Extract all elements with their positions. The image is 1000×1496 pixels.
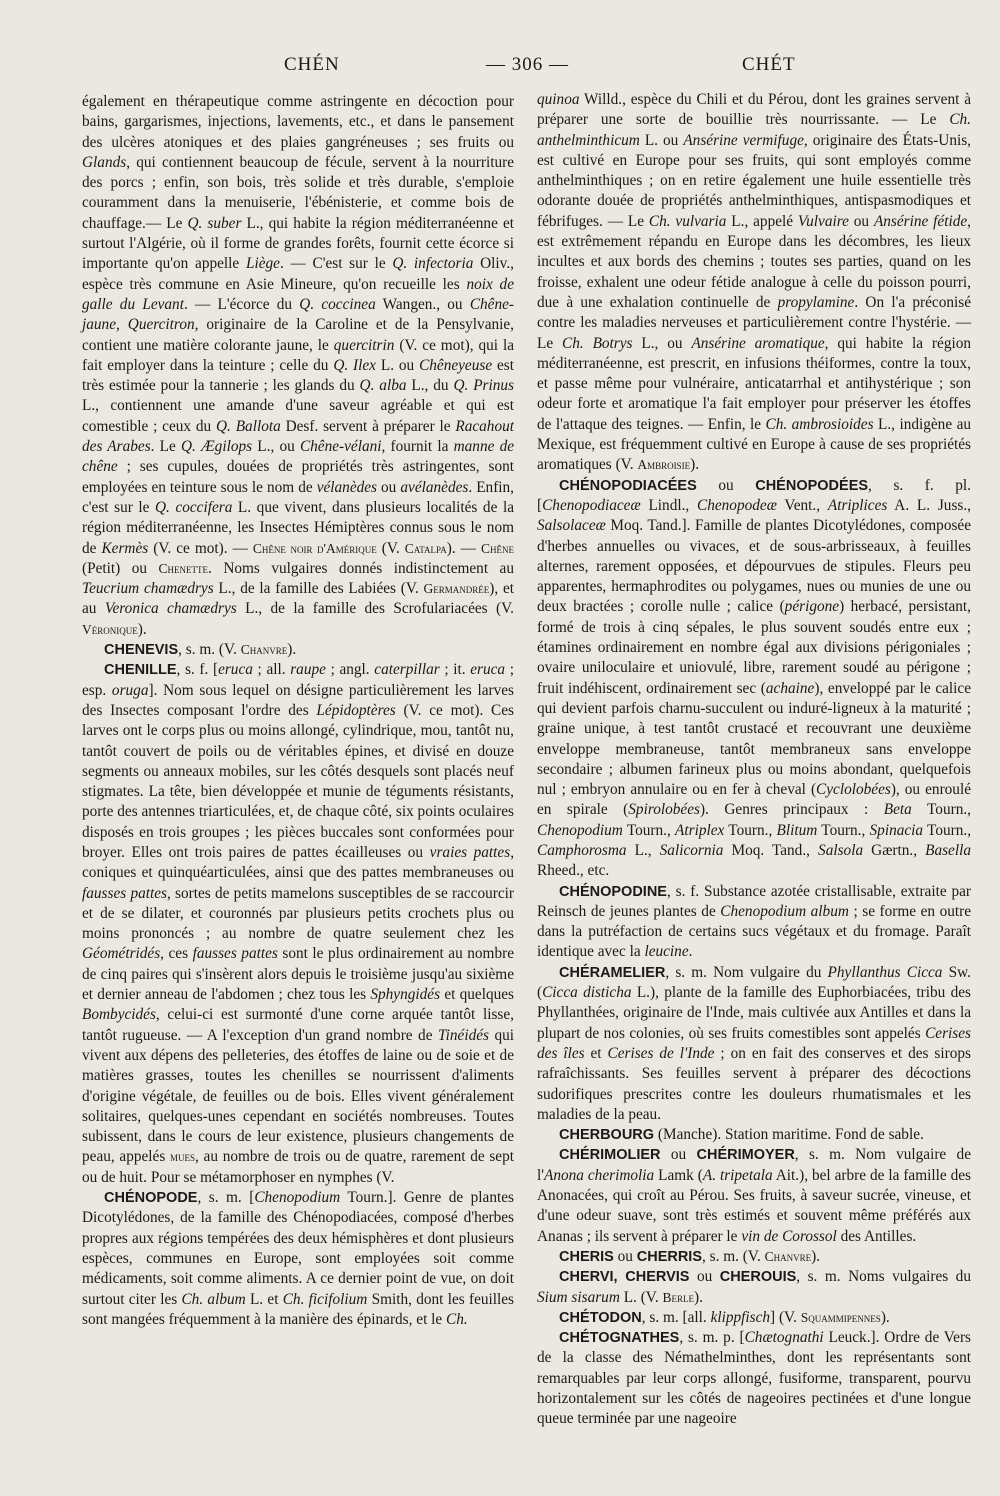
text: L. (V.	[619, 1288, 663, 1306]
italic-term: Chêneyeuse	[419, 356, 493, 374]
text: . — L'écorce du	[183, 295, 300, 313]
text: Smith, dont les feuilles sont mangées fréquemment à la manière des épinards, et le	[82, 1290, 514, 1328]
italic-term: Q. coccinea	[299, 295, 376, 313]
headword: CHÉNOPODINE	[559, 883, 667, 900]
text: Rheed., etc.	[537, 862, 610, 880]
left-column	[82, 92, 514, 1330]
italic-term: Sphyngidés	[370, 986, 441, 1004]
italic-term: Blitum	[776, 821, 818, 839]
text: L., ou	[252, 438, 300, 456]
italic-term: Bombycidés	[82, 1006, 156, 1024]
text: . On l'a préconisé contre les maladies nerveuses et particulièrement contre l'hystérie. — Le	[537, 293, 971, 352]
text: ) herbacé, persistant, formé de trois à cinq sépales, le plus souvent soudés entre eux ; étamines ordinairement en nombre égal aux divisions périgoniales ; ovaire uniloculaire et uniovulé, libre, rarement soudé au périgone ; fruit indéhiscent, ordinairement sec (	[537, 598, 971, 697]
italic-term: Ansérine vermifuge	[683, 131, 804, 149]
text: , s. m. Nom vulgaire de l'	[537, 1146, 971, 1184]
text: , est extrêmement répandu en Europe dans les décombres, les lieux incultes et aux bords des chemins ; toutes ses parties, quand on les froisse, exhalent une odeur fétide analogue à celle du poisson pourri, due à une exhalation continuelle de	[537, 212, 971, 311]
italic-term: oruga	[111, 681, 149, 699]
text: Lamk (	[654, 1166, 703, 1184]
entry-chetodon	[537, 1308, 971, 1328]
text: (Petit) ou	[82, 559, 159, 577]
italic-term: Chenopodiaceæ	[542, 496, 641, 514]
text: L. que vivent, dans plusieurs localités de la région méditerranéenne, les Insectes Hémiptères connus sous le nom de	[82, 498, 514, 557]
entry-chenopodine	[537, 882, 971, 963]
entry-cherimolier	[537, 1145, 971, 1246]
headword: CHÉTOGNATHES	[559, 1330, 680, 1347]
text: est très estimée pour la tannerie ; les glands du	[82, 356, 514, 395]
text: Sw. (	[537, 963, 971, 1002]
italic-term: Géométridés	[82, 945, 161, 963]
text: ; ses cupules, douées de propriétés très astringentes, sont employées en teinture sous le nom de	[82, 458, 514, 496]
italic-term: Cicca disticha	[542, 984, 632, 1002]
text: ).	[287, 641, 297, 659]
italic-term: propylamine	[777, 293, 855, 311]
italic-term: Chenopodium	[537, 821, 623, 839]
text: L., du	[406, 377, 454, 395]
italic-term: Q. alba	[359, 377, 407, 395]
italic-term: Q. Ilex	[333, 356, 376, 374]
italic-term: Teucrium chamædrys	[82, 580, 214, 598]
text: ). —	[446, 539, 481, 557]
text: , originaire des États-Unis, est cultivé en Europe pour ses fruits, qui sont employés comme anthelminthiques ; on en retire également une huile essentielle très odorante douée de propriétés anthelminthiques, antispasmodiques et fébrifuges. — Le	[537, 131, 971, 230]
text: Ait.), bel arbre de la famille des Anonacées, qui croît au Pérou. Ses fruits, à saveur sucrée, vineuse, et d'une odeur suave, sont très estimés et souvent même préférés aux Ananas ; ils servent à préparer le	[537, 1166, 971, 1245]
headword: CHERRIS	[636, 1248, 703, 1265]
italic-term: Chenopodium	[254, 1189, 341, 1207]
header-right-guideword: CHÉT	[742, 54, 796, 75]
text: ). Genres principaux :	[699, 801, 884, 819]
paragraph-chenopode-continued	[537, 90, 971, 476]
cross-reference: Squammipennes	[800, 1309, 881, 1325]
text: des Antilles.	[836, 1227, 917, 1245]
text: (V. ce mot). Ces larves ont le corps plus ou moins allongé, cylindrique, mou, tantôt nu, tantôt couvert de poils ou de véritables épines, et divisé en douze segments ou anneaux mobiles, sur les côtés desquels sont placés neuf stigmates. La tête, bien développée et munie de téguments résistants, porte des antennes triarticulées, et, de chaque côté, six points oculaires disposés en trois groupes ; les pièces buccales sont conformées pour broyer. Elles ont trois paires de pattes écailleuses ou	[82, 701, 514, 861]
text: Leuck.]. Ordre de Vers de la classe des Némathelminthes, dont les représentants sont remarquables par leur corps allongé, fusiforme, transparent, pourvu horizontalement sur les côtés de nageoires pectinées et d'une longue queue terminée par une nageoire	[537, 1329, 971, 1428]
italic-term: Cerises de l'Inde	[607, 1044, 715, 1062]
italic-term: Kermès	[101, 539, 149, 557]
text: , s. f. [	[176, 661, 219, 679]
italic-term: Chætognathi	[744, 1329, 824, 1347]
italic-term: quinoa	[537, 91, 580, 108]
entry-cherbourg	[537, 1125, 971, 1145]
text: ; esp.	[82, 661, 514, 699]
cross-reference: Berle	[662, 1289, 695, 1305]
page-number: — 306 —	[486, 54, 569, 75]
text: ] (V.	[770, 1308, 801, 1326]
text: ou	[848, 212, 874, 230]
italic-term: Atriplex	[675, 821, 725, 839]
italic-term: manne de chêne	[82, 438, 515, 476]
text: ), enveloppé par le calice qui devient parfois charnu-succulent ou induré-ligneux à la maturité ; graine unique, à test tantôt crustacé et recouvrant une deuxième enveloppe membraneuse, tantôt membraneux sans enveloppe secondaire ; albumen farineux plus ou moins abondant, quelquefois nul ; embryon annulaire ou en fer à cheval (	[537, 679, 971, 799]
italic-term: raupe	[290, 661, 326, 679]
italic-term: périgone	[784, 598, 840, 616]
text: sont le plus ordinairement au nombre de cinq paires qui s'insèrent alors depuis le troisième jusqu'au sixième et dernier anneau de l'abdomen ; chez tous les	[82, 945, 514, 1004]
italic-term: Chêne-vélani	[299, 438, 382, 456]
text: (V. ce mot), qui la fait employer dans la teinture ; celle du	[82, 336, 514, 374]
italic-term: avélanèdes	[400, 478, 469, 496]
text: ).	[137, 620, 147, 638]
text: , s. m. (V.	[702, 1247, 765, 1265]
entry-cheris	[537, 1247, 971, 1267]
italic-term: Q. coccifera	[155, 498, 233, 516]
text: et quelques	[440, 986, 514, 1004]
text: , qui contiennent beaucoup de fécule, servent à la nourriture des porcs ; enfin, son bois, très solide et très durable, s'emploie couramment dans la menuiserie, l'ébénisterie, et comme bois de chauffage.— Le	[82, 153, 514, 232]
italic-term: Cerises des îles	[537, 1024, 971, 1062]
text: ).	[880, 1308, 890, 1326]
text: ), ou enroulé en spirale (	[537, 781, 971, 819]
italic-term: caterpillar	[374, 661, 440, 679]
italic-term: Ch. vulvaria	[648, 212, 727, 230]
text: ; on en fait des conserves et des sirops rafraîchissants. Ses feuilles servent à préparer des décoctions sudorifiques prescrites contre les douleurs rhumatismales et les maladies de la peau.	[537, 1044, 971, 1123]
text: ; all.	[252, 661, 291, 679]
text: Wangen., ou	[375, 295, 470, 313]
text: L. et	[245, 1290, 283, 1308]
text: A. L. Juss.,	[887, 496, 971, 514]
italic-term: Ansérine aromatique	[691, 334, 825, 352]
cross-reference: Chanvre	[764, 1248, 812, 1264]
italic-term: A. tripetala	[702, 1166, 773, 1184]
text: (V.	[376, 539, 405, 557]
text: (Manche). Station maritime. Fond de sable.	[654, 1126, 924, 1144]
text: Tourn.]. Genre de plantes Dicotylédones, de la famille des Chénopodiacées, composé d'herbes propres aux régions tempérées des deux hémisphères et dont plusieurs espèces, communes en Europe, sont employées soit comme médicaments, soit comme aliments. A ce dernier point de vue, on doit surtout citer les	[82, 1189, 514, 1308]
italic-term: Spirolobées	[628, 801, 700, 819]
text: Oliv., espèce très commune en Asie Mineure, qu'on recueille les	[82, 255, 514, 293]
text: , s. f. pl. [	[537, 476, 972, 514]
text: L., qui habite la région méditerranéenne et surtout l'Algérie, où il forme de grandes forêts, fournit cette écorce si importante qu'on appelle	[82, 214, 514, 273]
small-caps-term: Chêne	[481, 540, 514, 556]
text: Tourn.,	[622, 821, 676, 839]
entry-chetognathes	[537, 1328, 971, 1429]
headword: CHEROUIS	[719, 1269, 797, 1286]
italic-term: Salicornia	[659, 841, 724, 859]
italic-term: vraies pattes	[429, 843, 511, 861]
italic-term: Ch. ficifolium	[282, 1290, 368, 1308]
text: L.,	[626, 841, 660, 859]
italic-term: quercitrin	[333, 336, 395, 354]
cross-reference: Ambroisie	[637, 457, 691, 473]
italic-term: Liège	[245, 255, 280, 273]
text: L., ou	[632, 334, 692, 352]
italic-term: Chenopodeæ	[697, 496, 777, 514]
headword: CHÉTODON	[559, 1309, 642, 1326]
text: , s. m. (V.	[178, 641, 241, 659]
italic-term: Tinéidés	[437, 1026, 489, 1044]
cross-reference: Catalpa	[404, 540, 447, 556]
italic-term: Lépidoptères	[316, 701, 396, 719]
italic-term: Q. suber	[187, 214, 242, 232]
text: L.), plante de la famille des Euphorbiacées, tribu des Phyllanthées, originaire de l'Inde, mais cultivée aux Antilles et dans la plupart de nos colonies, où ses fruits comestibles sont appelés	[537, 984, 971, 1042]
italic-term: Q. infectoria	[392, 255, 474, 273]
headword: CHÉRIMOLIER	[559, 1147, 661, 1164]
text: . Noms vulgaires donnés indistinctement au	[208, 559, 514, 577]
italic-term: leucine	[644, 943, 689, 961]
italic-term: eruca	[470, 661, 506, 679]
text: . Enfin, c'est sur le	[82, 478, 515, 516]
italic-term: Q. Ballota	[216, 417, 281, 435]
text: ou	[613, 1247, 637, 1265]
entry-chenille	[82, 660, 514, 1188]
headword: CHENEVIS	[104, 642, 179, 659]
italic-term: Cyclolobées	[816, 781, 891, 799]
italic-term: Spinacia	[869, 821, 924, 839]
entry-chenopodiacees	[537, 476, 971, 882]
entry-chenevis	[82, 640, 514, 660]
italic-term: fausses pattes	[192, 945, 278, 963]
italic-term: Camphorosma	[537, 841, 627, 859]
text: , originaire de la Caroline et de la Pensylvanie, contient une matière colorante jaune, le	[82, 316, 515, 354]
text: Desf. servent à préparer le	[280, 417, 456, 435]
text: ; it.	[439, 661, 471, 679]
text: L., de la famille des Labiées (V.	[213, 580, 424, 598]
headword: CHÉNOPODÉES	[755, 477, 869, 494]
italic-term: Chêne-jaune, Quercitron	[82, 295, 514, 334]
text: , celui-ci est surmonté d'une corne arquée tantôt lisse, tantôt rugueuse. — A l'exception d'un grand nombre de	[82, 1006, 514, 1044]
text: Moq. Tand.,	[723, 841, 819, 859]
italic-term: klippfisch	[710, 1308, 771, 1326]
italic-term: Glands	[82, 153, 127, 171]
text: , fournit la	[381, 438, 454, 456]
italic-term: Ch. ambrosioides	[765, 415, 874, 433]
text: .	[688, 943, 693, 961]
headword: CHÉNOPODIACÉES	[559, 477, 697, 494]
italic-term: Ch. Botrys	[562, 334, 633, 352]
italic-term: Veronica chamædrys	[104, 600, 237, 618]
italic-term: Q. Ægilops	[181, 438, 253, 456]
text: L., de la famille des Scrofulariacées (V.	[236, 600, 514, 618]
text: Tourn.,	[817, 821, 870, 839]
italic-term: vélanèdes	[316, 478, 377, 496]
text: , s. m. [	[197, 1189, 255, 1207]
headword: CHERVI, CHERVIS	[559, 1269, 690, 1286]
italic-term: Atriplices	[827, 496, 888, 514]
italic-term: fausses pattes	[82, 884, 167, 902]
cross-reference: mues	[170, 1149, 196, 1165]
italic-term: achaine	[765, 679, 815, 697]
text: ou	[660, 1146, 697, 1164]
text: , s. m. Nom vulgaire du	[665, 963, 828, 981]
italic-term: Racahout des Arabes	[82, 417, 514, 456]
text: Gærtn.,	[863, 841, 926, 859]
text: L., appelé	[726, 212, 798, 230]
text: L. ou	[639, 131, 684, 149]
headword: CHÉRAMELIER	[559, 964, 666, 981]
text: Tourn.,	[724, 821, 777, 839]
text: , ces	[160, 945, 193, 963]
italic-term: vin de Corossol	[741, 1227, 837, 1245]
text: , au nombre de trois ou de quatre, rarement de sept ou de huit. Pour se métamorphoser en nymphes (V.	[82, 1148, 514, 1186]
text: , coniques et quinquéarticulées, ainsi que des pattes membraneuses ou	[82, 843, 515, 882]
running-header	[0, 54, 1000, 84]
text: , s. m. Noms vulgaires du	[796, 1268, 971, 1286]
italic-term: Ansérine fétide	[873, 212, 968, 230]
italic-term: Sium sisarum	[537, 1288, 620, 1306]
text: qui vivent aux dépens des pelleteries, des étoffes de laine ou de soie et de matières grasses, toutes les chenilles se nourrissent d'aliments d'origine végétale, de feuilles ou de bois. Elles vivent généralement solitaires, quelques-unes cependant en sociétés nombreuses. Toutes subissent, dans le cours de leur existence, plusieurs changements de peau, appelés	[82, 1026, 514, 1166]
italic-term: Basella	[925, 841, 971, 859]
text: ).	[811, 1247, 821, 1265]
cross-reference: Véronique	[82, 621, 138, 637]
text: (V. ce mot). —	[148, 539, 253, 557]
text: ), et au	[82, 580, 514, 618]
text: , s. m. [all.	[641, 1308, 711, 1326]
italic-term: eruca	[218, 661, 253, 679]
text: , sortes de petits mamelons susceptibles de se raccourcir et de se dilater, et couronnés par plusieurs petits crochets plus ou moins prononcés ; au nombre de quatre seulement chez les	[82, 884, 514, 943]
text: Moq. Tand.]. Famille de plantes Dicotylédones, composée d'herbes annuelles ou vivaces, et de sous-arbrisseaux, à feuilles alternes, rarement opposées, et dépourvues de stipules. Fleurs peu apparentes, hermaphrodites ou polygames, nues ou munies de une ou deux bractées ; corolle nulle ; calice (	[537, 517, 971, 616]
text: , s. f. Substance azotée cristallisable, extraite par Reinsch de jeunes plantes de	[537, 882, 971, 920]
headword: CHENILLE	[104, 662, 177, 679]
text: . Le	[150, 438, 181, 456]
text: L. ou	[375, 356, 420, 374]
text: L., indigène au Mexique, est fréquemment cultivé en Europe à cause de ses propriétés aromatiques (V.	[537, 415, 972, 474]
text: ).	[690, 456, 700, 474]
paragraph-chene-continued	[82, 92, 514, 640]
italic-term: Chenopodium album	[720, 902, 849, 920]
text: Tourn.,	[923, 821, 972, 839]
header-left-guideword: CHÉN	[284, 54, 340, 75]
text: et	[584, 1044, 608, 1062]
italic-term: Anona cherimolia	[544, 1166, 655, 1184]
text: Vent.,	[776, 496, 828, 514]
italic-term: Phyllanthus Cicca	[827, 963, 943, 981]
entry-chenopode	[82, 1188, 514, 1330]
text: ou	[689, 1268, 720, 1286]
text: ; se forme en outre dans la putréfaction de certains sucs végétaux et du fromage. Paraît identique avec la	[537, 902, 971, 961]
small-caps-term: Chêne noir d'Amérique	[252, 540, 377, 556]
italic-term: Ch. anthelminthicum	[537, 111, 971, 149]
italic-term: Salsola	[818, 841, 864, 859]
italic-term: noix de galle du Levant	[82, 275, 514, 313]
italic-term: Ch.	[446, 1310, 468, 1328]
headword: CHERBOURG	[559, 1127, 655, 1144]
text: Willd., espèce du Chili et du Pérou, dont les graines servent à préparer une sorte de bouillie très nourrissante. — Le	[537, 91, 971, 129]
text: , s. m. p. [	[679, 1329, 745, 1347]
text: , qui habite la région méditerranéenne, est prescrit, en infusions théiformes, contre la toux, et passe même pour vulnéraire, anticatarrhal et antihystérique ; son odeur forte et aromatique l'a fait employer pour préserver les étoffes de l'attaque des teignes. — Enfin, le	[537, 334, 972, 433]
text: ]. Nom sous lequel on désigne particulièrement les larves des Insectes composant l'ordre des	[82, 681, 514, 719]
right-column	[537, 90, 971, 1430]
text: . — C'est sur le	[279, 255, 393, 273]
italic-term: Vulvaire	[797, 212, 849, 230]
headword: CHÉNOPODE	[104, 1190, 198, 1207]
small-caps-term: Chenette	[158, 560, 209, 576]
text: ou	[696, 476, 756, 494]
cross-reference: Chanvre	[240, 642, 288, 658]
text: également en thérapeutique comme astringente en décoction pour bains, gargarismes, injections, lavements, etc., et dans le pansement des ulcères atoniques et des plaies gangréneuses ; ses fruits ou	[82, 93, 514, 151]
entry-cheramelier	[537, 963, 971, 1125]
text: ).	[694, 1288, 703, 1306]
entry-chervi	[537, 1267, 971, 1308]
text: Lindl.,	[640, 496, 698, 514]
headword: CHÉRIMOYER	[696, 1147, 795, 1164]
headword: CHERIS	[559, 1248, 614, 1265]
italic-term: Beta	[883, 801, 912, 819]
italic-term: Ch. album	[181, 1290, 246, 1308]
italic-term: Salsolaceæ	[537, 517, 606, 535]
text: L., contiennent une amande d'une saveur agréable et qui est comestible ; ceux du	[82, 397, 514, 435]
text: Tourn.,	[911, 801, 971, 819]
italic-term: Q. Prinus	[453, 377, 514, 395]
text: ou	[377, 478, 401, 496]
cross-reference: Germandrée	[423, 581, 490, 597]
text: ; angl.	[325, 661, 375, 679]
